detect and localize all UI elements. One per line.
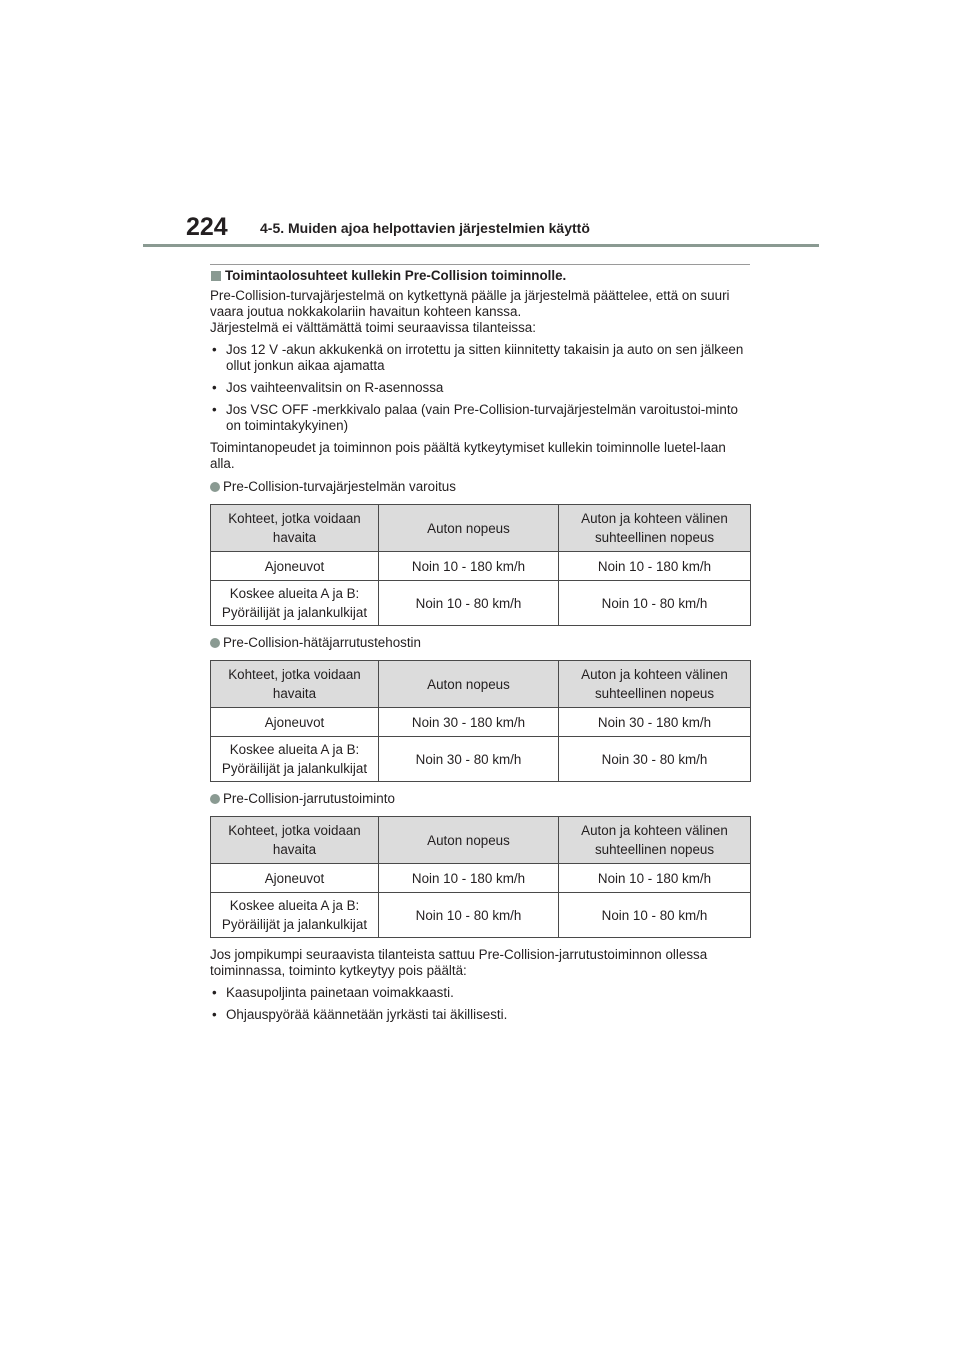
- cancel-conditions-paragraph: Jos jompikumpi seuraavista tilanteista sattuu Pre-Collision-jarrutustoiminnon ollessa toiminnassa, toiminto kytkeytyy pois päältä:: [210, 947, 708, 978]
- speed-table: [210, 816, 751, 938]
- speed-table: [210, 660, 751, 782]
- circle-bullet-icon: [210, 482, 220, 492]
- table-cell: Noin 10 - 180 km/h: [559, 552, 751, 581]
- list-item: [210, 380, 750, 396]
- column-header: Kohteet, jotka voidaan havaita: [211, 661, 379, 708]
- column-header: Auton ja kohteen välinen suhteellinen nopeus: [559, 817, 751, 864]
- speeds-intro-paragraph: Toimintanopeudet ja toiminnon pois päältä kytkeytymiset kullekin toiminnolle luetel-laan alla.: [210, 440, 726, 471]
- column-header: Auton nopeus: [379, 817, 559, 864]
- table-cell: Koskee alueita A ja B: Pyöräilijät ja jalankulkijat: [211, 737, 379, 782]
- list-item: [210, 1007, 750, 1023]
- table-cell: Noin 30 - 180 km/h: [559, 708, 751, 737]
- section-heading-text: Toimintaolosuhteet kullekin Pre-Collision toiminnolle.: [225, 268, 567, 283]
- table-row: [211, 893, 751, 938]
- cancel-list: [210, 985, 750, 1023]
- section-heading: [210, 268, 750, 284]
- list-item: [210, 342, 750, 374]
- table-cell: Noin 30 - 80 km/h: [379, 737, 559, 782]
- bullet-dot: •: [212, 380, 217, 395]
- table-subheading: [210, 791, 750, 807]
- list-item: [210, 402, 750, 434]
- speed-table: [210, 504, 751, 626]
- table-cell: Ajoneuvot: [211, 864, 379, 893]
- intro-paragraph: Järjestelmä ei välttämättä toimi seuraavissa tilanteissa:: [210, 320, 536, 335]
- list-item-text: Jos VSC OFF -merkkivalo palaa (vain Pre-Collision-turvajärjestelmän varoitustoi-minto on toimintakykyinen): [226, 402, 738, 433]
- bullet-dot: •: [212, 342, 217, 357]
- bullet-dot: •: [212, 985, 217, 1000]
- column-header: Kohteet, jotka voidaan havaita: [211, 505, 379, 552]
- table-cell: Koskee alueita A ja B: Pyöräilijät ja jalankulkijat: [211, 581, 379, 626]
- bullet-dot: •: [212, 1007, 217, 1022]
- table-cell: Ajoneuvot: [211, 708, 379, 737]
- intro-paragraph: Pre-Collision-turvajärjestelmä on kytkettynä päälle ja järjestelmä päättelee, että on suuri vaara joutua nokkakolariin havaitun kohteen kanssa.: [210, 288, 730, 319]
- header-rule: [143, 244, 819, 247]
- table-title: Pre-Collision-jarrutustoiminto: [223, 791, 395, 806]
- list-item-text: Ohjauspyörää käännetään jyrkästi tai äkillisesti.: [226, 1007, 508, 1022]
- table-row: [211, 581, 751, 626]
- table-cell: Noin 10 - 180 km/h: [379, 552, 559, 581]
- list-item-text: Jos 12 V -akun akkukenkä on irrotettu ja sitten kiinnitetty takaisin ja auto on sen jälkeen ollut jonkun aikaa ajamatta: [226, 342, 744, 373]
- circle-bullet-icon: [210, 794, 220, 804]
- square-bullet-icon: [211, 271, 221, 281]
- column-header: Auton nopeus: [379, 661, 559, 708]
- chapter-title: 4-5. Muiden ajoa helpottavien järjestelmien käyttö: [260, 220, 590, 236]
- table-cell: Noin 10 - 80 km/h: [559, 581, 751, 626]
- table-cell: Noin 10 - 80 km/h: [379, 581, 559, 626]
- table-row: [211, 708, 751, 737]
- table-row: [211, 552, 751, 581]
- table-cell: Noin 10 - 80 km/h: [379, 893, 559, 938]
- table-header-row: [211, 505, 751, 552]
- section-divider: [210, 264, 750, 265]
- column-header: Auton ja kohteen välinen suhteellinen nopeus: [559, 505, 751, 552]
- column-header: Auton nopeus: [379, 505, 559, 552]
- table-row: [211, 864, 751, 893]
- table-subheading: [210, 479, 750, 495]
- table-cell: Noin 30 - 180 km/h: [379, 708, 559, 737]
- table-cell: Koskee alueita A ja B: Pyöräilijät ja jalankulkijat: [211, 893, 379, 938]
- circle-bullet-icon: [210, 638, 220, 648]
- list-item: [210, 985, 750, 1001]
- list-item-text: Jos vaihteenvalitsin on R-asennossa: [226, 380, 444, 395]
- table-cell: Ajoneuvot: [211, 552, 379, 581]
- table-title: Pre-Collision-hätäjarrutustehostin: [223, 635, 421, 650]
- table-cell: Noin 10 - 180 km/h: [559, 864, 751, 893]
- table-cell: Noin 30 - 80 km/h: [559, 737, 751, 782]
- table-cell: Noin 10 - 80 km/h: [559, 893, 751, 938]
- table-cell: Noin 10 - 180 km/h: [379, 864, 559, 893]
- table-row: [211, 737, 751, 782]
- table-header-row: [211, 817, 751, 864]
- page-number: 224: [186, 213, 228, 241]
- exception-list: [210, 342, 750, 434]
- column-header: Kohteet, jotka voidaan havaita: [211, 817, 379, 864]
- list-item-text: Kaasupoljinta painetaan voimakkaasti.: [226, 985, 454, 1000]
- table-header-row: [211, 661, 751, 708]
- column-header: Auton ja kohteen välinen suhteellinen nopeus: [559, 661, 751, 708]
- table-title: Pre-Collision-turvajärjestelmän varoitus: [223, 479, 456, 494]
- page-content: [210, 264, 750, 1023]
- bullet-dot: •: [212, 402, 217, 417]
- table-subheading: [210, 635, 750, 651]
